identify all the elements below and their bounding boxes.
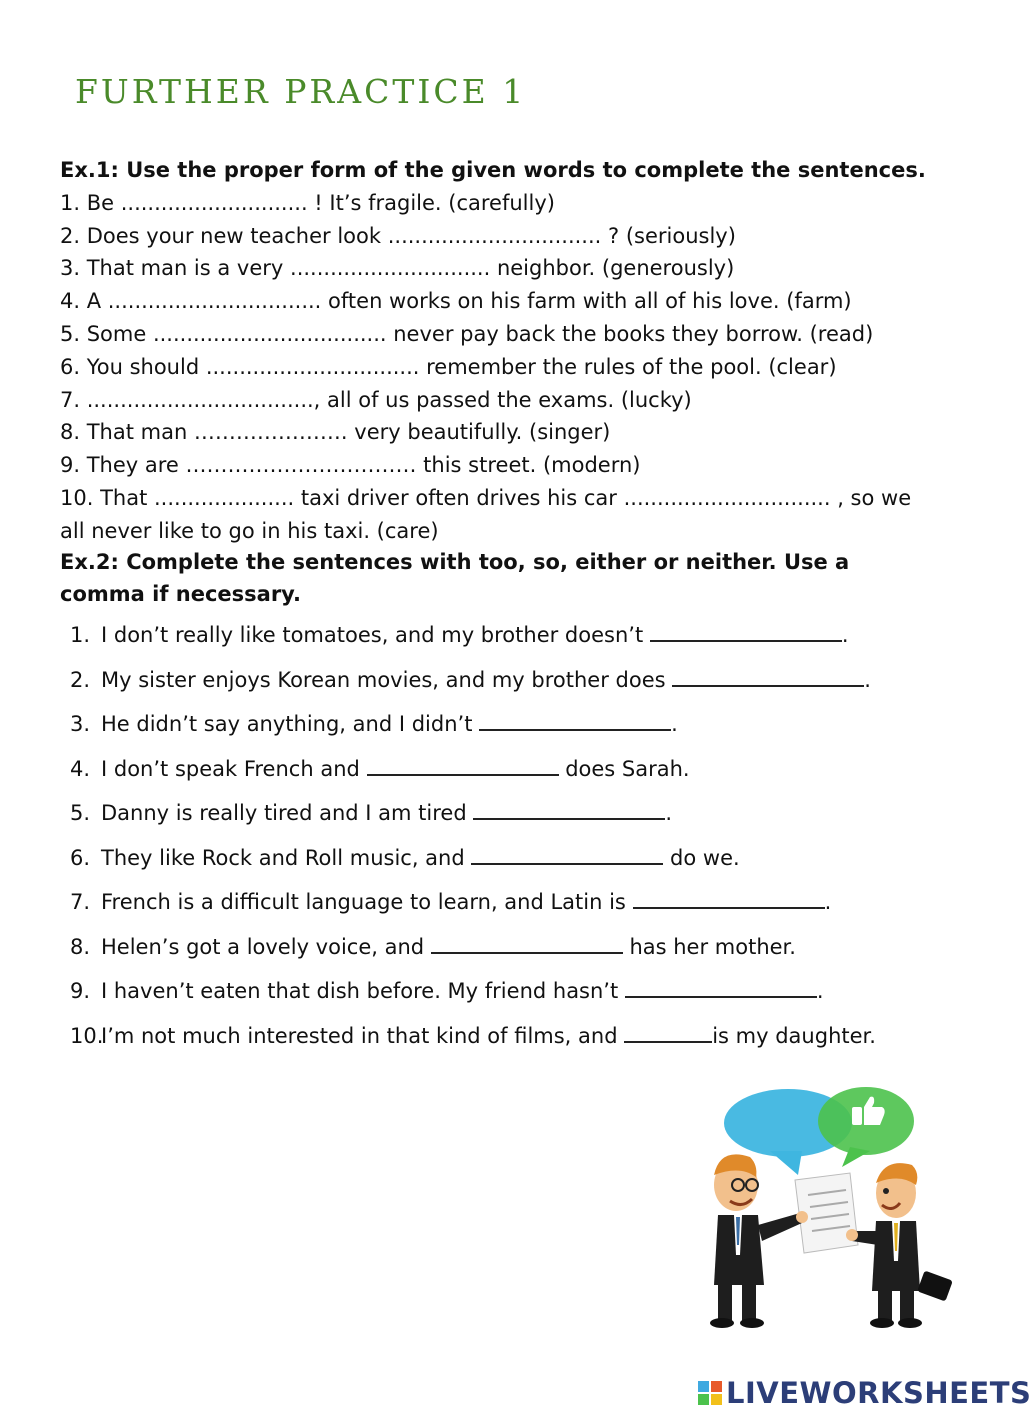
answer-blank[interactable] xyxy=(473,800,665,820)
page-title: FURTHER PRACTICE 1 xyxy=(75,72,527,111)
ex1-item-4: 4. A ................................ often works on his farm with all of his love. (farm) xyxy=(60,289,852,314)
item-text-end: . xyxy=(864,667,871,692)
liveworksheets-logo-icon xyxy=(697,1380,723,1406)
item-text-end: has her mother. xyxy=(622,934,796,959)
item-number: 5. xyxy=(70,801,91,825)
ex1-item-3: 3. That man is a very .............................. neighbor. (generously) xyxy=(60,256,735,281)
ex2-item xyxy=(70,706,970,751)
item-text: I haven’t eaten that dish before. My friend hasn’t xyxy=(101,979,625,1003)
ex2-item xyxy=(70,884,970,929)
ex1-item-2: 2. Does your new teacher look ................................ ? (seriously) xyxy=(60,223,736,248)
exercise-1 xyxy=(60,154,940,548)
item-text: My sister enjoys Korean movies, and my brother does xyxy=(101,667,673,692)
item-text: Helen’s got a lovely voice, and xyxy=(101,934,431,959)
item-number: 1. xyxy=(70,623,91,647)
item-text-end: . xyxy=(824,890,832,914)
ex1-item-9: 9. They are …………………………… this street. (modern) xyxy=(60,453,641,478)
item-number: 10. xyxy=(70,1023,104,1048)
liveworksheets-logo xyxy=(697,1375,1031,1411)
ex2-item xyxy=(70,795,970,840)
ex2-item xyxy=(70,973,970,1018)
right-man-figure xyxy=(846,1163,953,1328)
item-text-end: does Sarah. xyxy=(558,756,690,781)
item-text-end: . xyxy=(665,801,673,825)
item-text: He didn’t say anything, and I didn’t xyxy=(101,712,480,736)
logo-text: LIVEWORKSHEETS xyxy=(726,1376,1031,1410)
ex1-item-1: 1. Be ............................ ! It’s fragile. (carefully) xyxy=(60,190,555,215)
ex1-item-6: 6. You should ................................ remember the rules of the pool. (clear) xyxy=(60,354,837,379)
exercise-1-heading: Ex.1: Use the proper form of the given words to complete the sentences. xyxy=(60,158,926,182)
exercise-2-heading: Ex.2: Complete the sentences with too, so, either or neither. Use a comma if necessary. xyxy=(60,550,850,606)
left-man-figure xyxy=(710,1154,808,1328)
ex1-item-8: 8. That man …………………. very beautifully. (singer) xyxy=(60,420,611,445)
item-text: I’m not much interested in that kind of films, and xyxy=(101,1023,625,1048)
item-text: I don’t speak French and xyxy=(101,756,367,781)
item-text-end: . xyxy=(816,979,824,1003)
answer-blank[interactable] xyxy=(431,934,623,954)
item-text: They like Rock and Roll music, and xyxy=(101,845,472,870)
answer-blank[interactable] xyxy=(624,1023,712,1043)
answer-blank[interactable] xyxy=(479,711,671,731)
ex2-item xyxy=(70,929,970,974)
item-number: 6. xyxy=(70,845,91,870)
ex2-item xyxy=(70,617,970,662)
item-text-end: . xyxy=(671,712,678,736)
answer-blank[interactable] xyxy=(471,845,663,865)
item-number: 4. xyxy=(70,756,91,781)
ex2-item xyxy=(70,751,970,796)
answer-blank[interactable] xyxy=(625,978,817,998)
answer-blank[interactable] xyxy=(367,756,559,776)
ex1-item-10: 10. That ..................... taxi driver often drives his car ............................... , so we all never like to go in his taxi. (care) xyxy=(60,485,912,543)
ex1-item-5: 5. Some ................................... never pay back the books they borrow. (read) xyxy=(60,321,874,346)
answer-blank[interactable] xyxy=(672,667,864,687)
businessmen-illustration xyxy=(700,1085,960,1330)
answer-blank[interactable] xyxy=(633,889,825,909)
item-number: 2. xyxy=(70,667,91,692)
item-text: Danny is really tired and I am tired xyxy=(101,801,474,825)
item-number: 7. xyxy=(70,890,91,914)
ex2-item xyxy=(70,840,970,885)
item-number: 3. xyxy=(70,712,91,736)
ex2-item xyxy=(70,662,970,707)
item-text: I don’t really like tomatoes, and my brother doesn’t xyxy=(101,623,650,647)
item-text: French is a difficult language to learn, and Latin is xyxy=(101,890,633,914)
ex2-item xyxy=(70,1018,970,1063)
answer-blank[interactable] xyxy=(650,622,842,642)
item-text-end: is my daughter. xyxy=(712,1023,876,1048)
item-text-end: do we. xyxy=(663,845,740,870)
item-number: 9. xyxy=(70,979,91,1003)
exercise-2 xyxy=(70,617,970,1062)
item-text-end: . xyxy=(841,623,849,647)
ex1-item-7: 7. .................................., all of us passed the exams. (lucky) xyxy=(60,387,692,412)
item-number: 8. xyxy=(70,934,91,959)
